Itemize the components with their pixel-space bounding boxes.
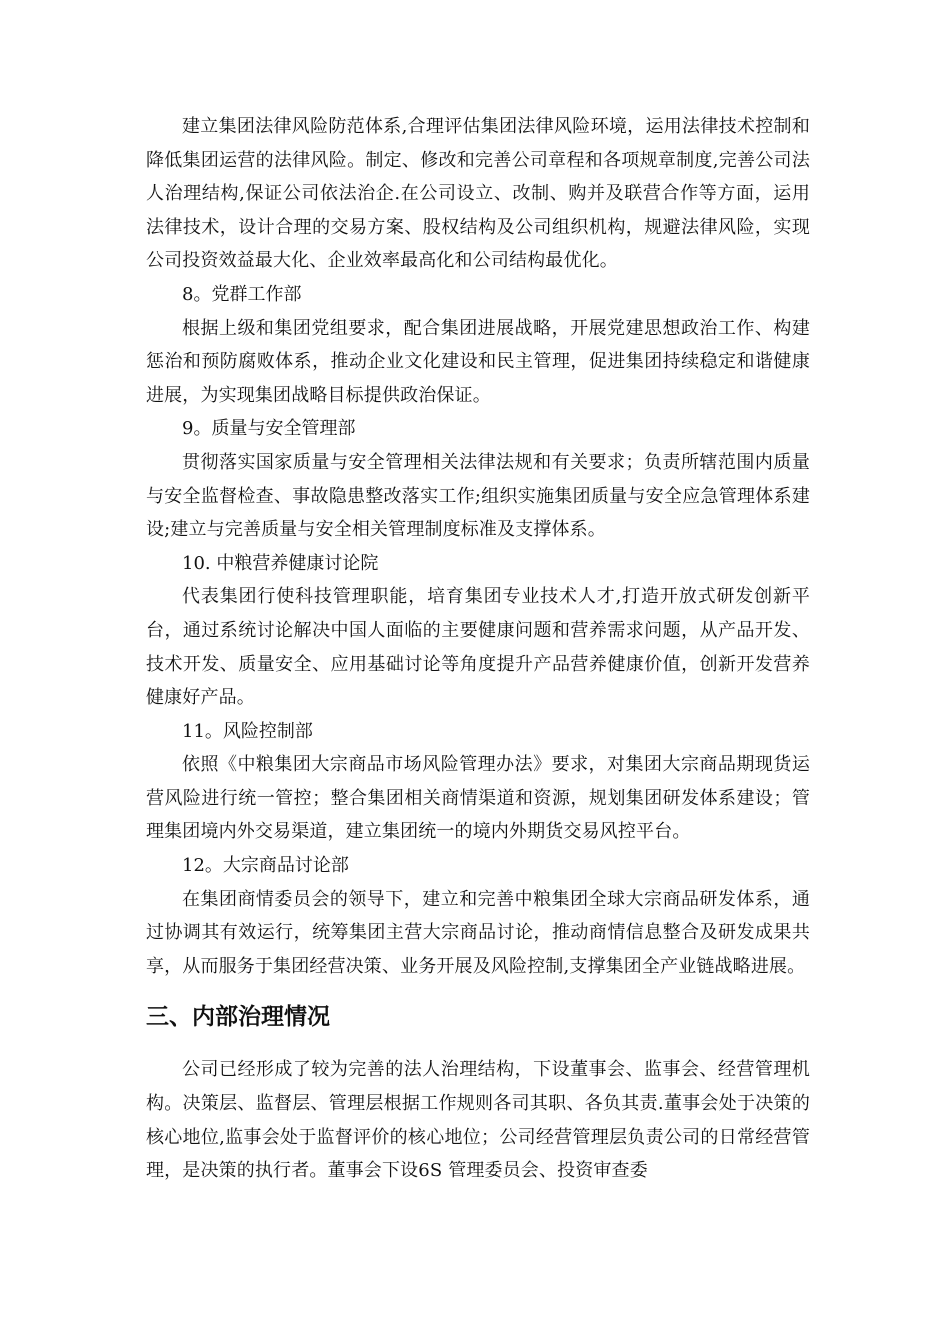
- dept12-paragraph: 在集团商情委员会的领导下，建立和完善中粮集团全球大宗商品研发体系，通过协调其有效运行，统筹集团主营大宗商品讨论，推动商情信息整合及研发成果共享，从而服务于集团经营决策、业务开展及风险控制,支撑集团全产业链战略进展。: [146, 888, 810, 977]
- dept12-title: 12。大宗商品讨论部: [182, 855, 349, 877]
- dept8-paragraph: 根据上级和集团党组要求，配合集团进展战略，开展党建思想政治工作、构建惩治和预防腐败体系，推动企业文化建设和民主管理，促进集团持续稳定和谐健康进展，为实现集团战略目标提供政治保证。: [146, 317, 810, 406]
- dept11-paragraph: 依照《中粮集团大宗商品市场风险管理办法》要求，对集团大宗商品期现货运营风险进行统一管控；整合集团相关商情渠道和资源，规划集团研发体系建设；管理集团境内外交易渠道，建立集团统一的境内外期货交易风控平台。: [146, 754, 810, 843]
- dept8-title: 8。党群工作部: [182, 283, 302, 305]
- dept10-title: 10. 中粮营养健康讨论院: [182, 552, 379, 574]
- document-body: [146, 110, 810, 1188]
- dept10-paragraph: 代表集团行使科技管理职能，培育集团专业技术人才,打造开放式研发创新平台，通过系统讨论解决中国人面临的主要健康问题和营养需求问题，从产品开发、技术开发、质量安全、应用基础讨论等角度提升产品营养健康价值，创新开发营养健康好产品。: [146, 586, 810, 709]
- dept9-title: 9。质量与安全管理部: [182, 418, 356, 440]
- governance-paragraph: 公司已经形成了较为完善的法人治理结构，下设董事会、监事会、经营管理机构。决策层、监督层、管理层根据工作规则各司其职、各负其责.董事会处于决策的核心地位,监事会处于监督评价的核心地位；公司经营管理层负责公司的日常经营管理，是决策的执行者。董事会下设6S 管理委员会、投资审查委: [146, 1059, 810, 1182]
- dept9-paragraph: 贯彻落实国家质量与安全管理相关法律法规和有关要求；负责所辖范围内质量与安全监督检查、事故隐患整改落实工作;组织实施集团质量与安全应急管理体系建设;建立与完善质量与安全相关管理制度标准及支撑体系。: [146, 451, 810, 541]
- legal-dept-paragraph: 建立集团法律风险防范体系,合理评估集团法律风险环境，运用法律技术控制和降低集团运营的法律风险。制定、修改和完善公司章程和各项规章制度,完善公司法人治理结构,保证公司依法治企.在公司设立、改制、购并及联营合作等方面，运用法律技术，设计合理的交易方案、股权结构及公司组织机构，规避法律风险，实现公司投资效益最大化、企业效率最高化和公司结构最优化。: [146, 116, 810, 272]
- section-heading: 三、内部治理情况: [146, 1004, 330, 1031]
- dept11-title: 11。风险控制部: [182, 720, 313, 742]
